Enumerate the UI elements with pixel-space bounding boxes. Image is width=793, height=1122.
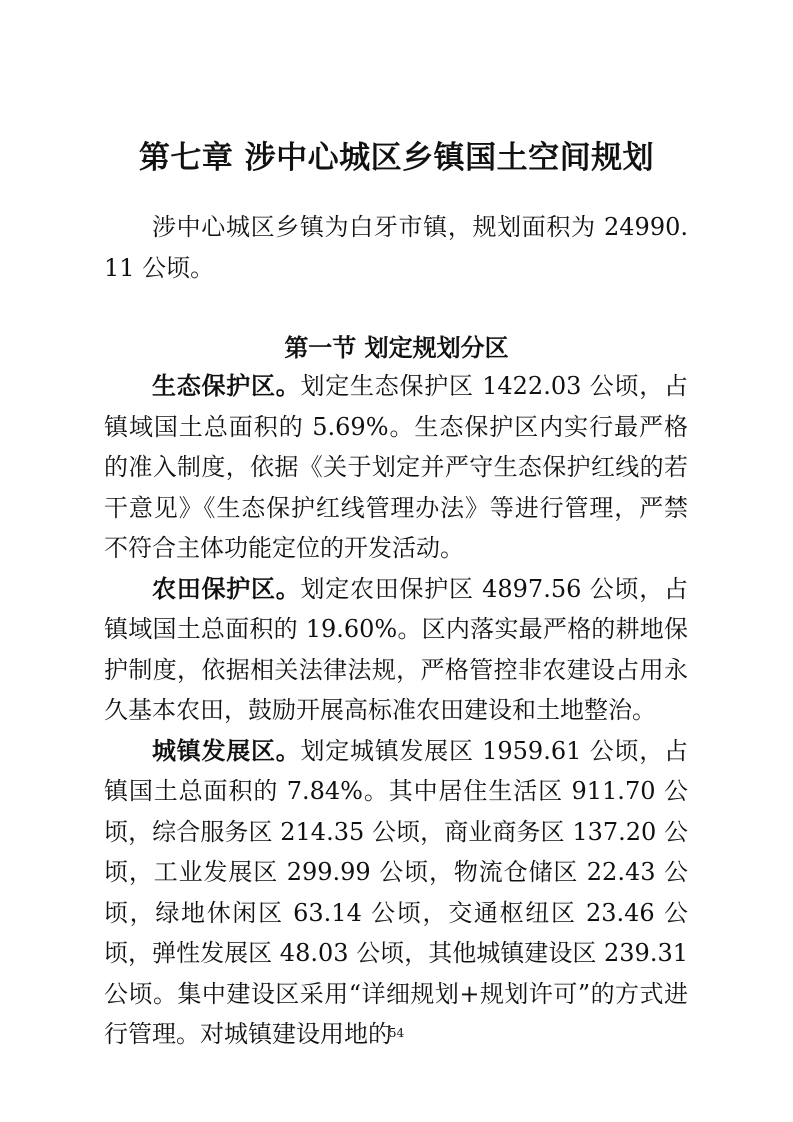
zone-label: 城镇发展区。 [152, 736, 301, 765]
zone-paragraph-farmland [104, 569, 688, 731]
zone-text: 划定生态保护区 1422.03 公顷，占镇域国土总面积的 5.69%。生态保护区内实行最严格的准入制度，依据《关于划定并严守生态保护红线的若干意见》《生态保护红线管理办法》等进行管理，严禁不符合主体功能定位的开发活动。 [104, 372, 688, 562]
chapter-title: 第七章 涉中心城区乡镇国土空间规划 [138, 139, 655, 176]
zone-paragraph-urban [104, 731, 688, 1055]
zone-text: 划定城镇发展区 1959.61 公顷，占镇国土总面积的 7.84%。其中居住生活区 911.70 公顷，综合服务区 214.35 公顷，商业商务区 137.20 公顷，工业发展区 299.99 公顷，物流仓储区 22.43 公顷，绿地休闲区 63.14 公顷，交通枢纽区 23.46 公顷，弹性发展区 48.03 公顷，其他城镇建设区 239.31 公顷。集中建设区采用“详细规划+规划许可”的方式进行管理。对城镇建设用地的 [104, 736, 688, 1048]
section-title: 第一节 划定规划分区 [284, 333, 509, 362]
zone-list [104, 366, 688, 1055]
zone-text: 划定农田保护区 4897.56 公顷，占镇域国土总面积的 19.60%。区内落实最严格的耕地保护制度，依据相关法律法规，严格管控非农建设占用永久基本农田，鼓励开展高标准农田建设和土地整治。 [104, 574, 688, 724]
zone-label: 农田保护区。 [152, 574, 301, 603]
chapter-intro-paragraph: 涉中心城区乡镇为白牙市镇，规划面积为 24990.11 公顷。 [104, 213, 688, 282]
zone-label: 生态保护区。 [152, 372, 301, 400]
zone-paragraph-ecological [104, 366, 688, 569]
page-number: 54 [388, 1026, 405, 1040]
